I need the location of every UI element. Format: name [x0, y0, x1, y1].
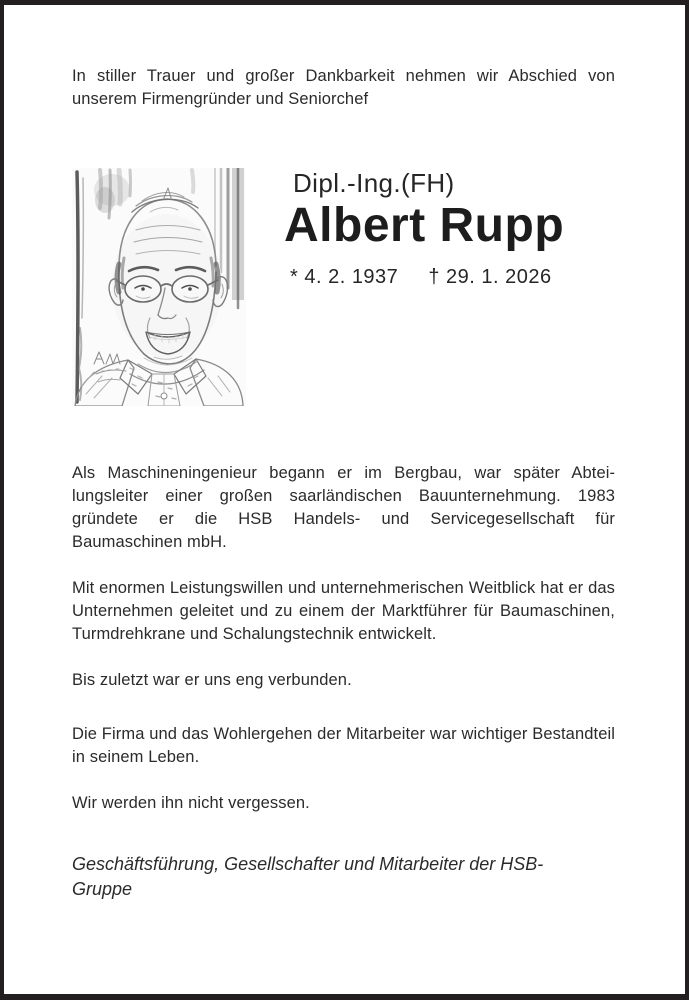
obituary-paragraph: Die Firma und das Wohlergehen der Mitarbeiter war wichtiger Bestandteil in seinem Leben.	[72, 725, 615, 766]
obituary-paragraph: Mit enormen Leistungswillen und unternehmerischen Weitblick hat er das Unternehmen geleitet und zu einem der Marktführer für Baumaschinen, Turmdrehkrane und Schalungstechnik entwickelt.	[72, 579, 615, 643]
portrait-and-name-row	[72, 168, 615, 406]
obituary-content	[4, 65, 685, 902]
portrait-sketch-image	[72, 168, 246, 406]
birth-date: * 4. 2. 1937	[290, 266, 399, 288]
signature-text: Geschäftsführung, Gesellschafter und Mitarbeiter der HSB-Gruppe	[72, 854, 544, 899]
obituary-paragraph: Bis zuletzt war er uns eng verbunden.	[72, 671, 352, 689]
obituary-paragraph: Als Maschineningenieur begann er im Bergbau, war später Abteilungsleiter einer großen saarländischen Bauunternehmung. 1983 gründete er die HSB Handels- und Servicegesellschaft für Baumaschinen mbH.	[72, 464, 615, 551]
name-block	[284, 168, 564, 289]
intro-text: In stiller Trauer und großer Dankbarkeit nehmen wir Abschied von unserem Firmengründer und Seniorchef	[72, 67, 615, 108]
deceased-name: Albert Rupp	[284, 199, 565, 252]
obituary-paragraph: Wir werden ihn nicht vergessen.	[72, 794, 310, 812]
death-date: † 29. 1. 2026	[428, 266, 552, 288]
deceased-title: Dipl.-Ing.(FH)	[293, 168, 455, 198]
life-dates	[284, 266, 564, 289]
obituary-body	[72, 462, 615, 815]
deceased-portrait	[72, 168, 246, 406]
